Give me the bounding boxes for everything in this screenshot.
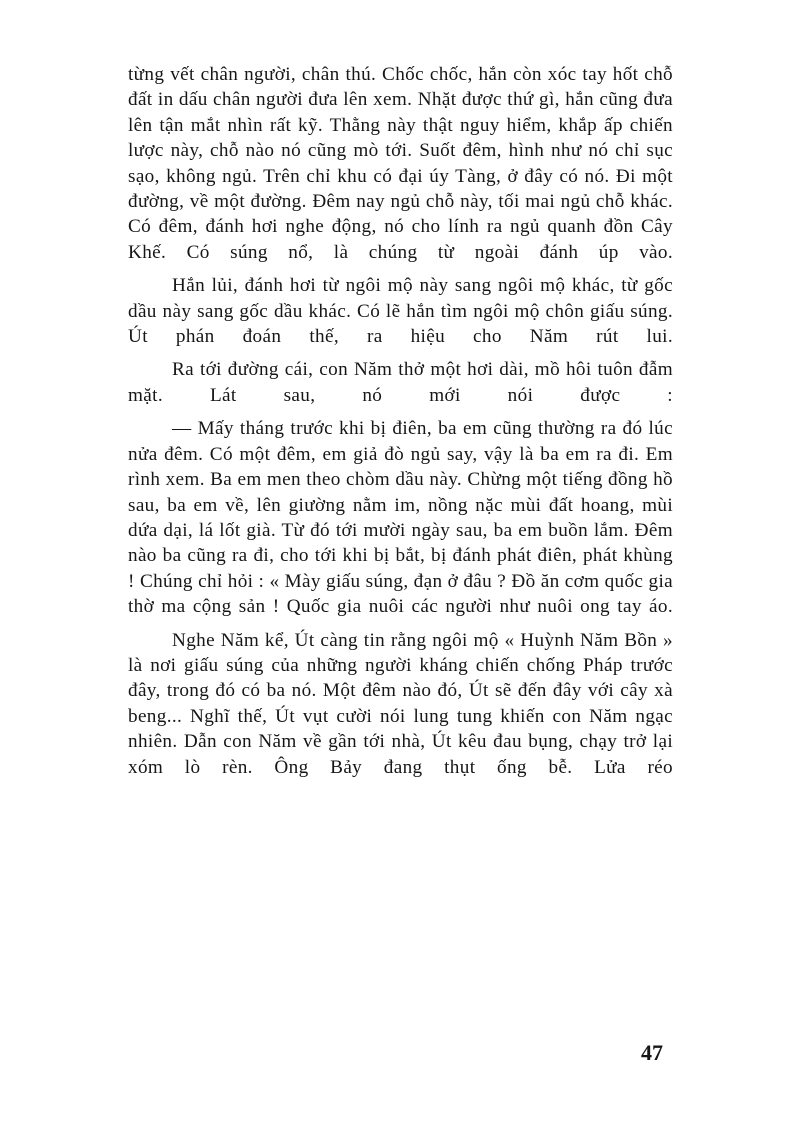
paragraph-2: Hắn lủi, đánh hơi từ ngôi mộ này sang ngôi mộ khác, từ gốc dầu này sang gốc dầu khác. Có lẽ hắn tìm ngôi mộ chôn giấu súng. Út phán đoán thế, ra hiệu cho Năm rút lui. (128, 275, 673, 348)
body-text (128, 62, 673, 780)
paragraph-4-dialogue: — Mấy tháng trước khi bị điên, ba em cũng thường ra đó lúc nửa đêm. Có một đêm, em giả đò ngủ say, vậy là ba em ra đi. Em rình xem. Ba em men theo chòm dầu này. Chừng một tiếng đồng hồ sau, ba em về, lên giường nằm im, nồng nặc mùi đất hoang, mùi dứa dại, lá lốt già. Từ đó tới mười ngày sau, ba em buồn lắm. Đêm nào ba cũng ra đi, cho tới khi bị bắt, bị đánh phát điên, phát khùng ! Chúng chỉ hỏi : « Mày giấu súng, đạn ở đâu ? Đồ ăn cơm quốc gia thờ ma cộng sản ! Quốc gia nuôi các người như nuôi ong tay áo. (128, 418, 673, 618)
paragraph-1: từng vết chân người, chân thú. Chốc chốc, hắn còn xóc tay hốt chỗ đất in dấu chân người đưa lên xem. Nhặt được thứ gì, hắn cũng đưa lên tận mắt nhìn rất kỹ. Thằng này thật nguy hiểm, khắp ấp chiến lược này, chỗ nào nó cũng mò tới. Suốt đêm, hình như nó chỉ sục sạo, không ngủ. Trên chỉ khu có đại úy Tàng, ở đây có nó. Đi một đường, về một đường. Đêm nay ngủ chỗ này, tối mai ngủ chỗ khác. Có đêm, đánh hơi nghe động, nó cho lính ra ngủ quanh đồn Cây Khế. Có súng nổ, là chúng từ ngoài đánh úp vào. (128, 64, 673, 263)
page-number: 47 (641, 1040, 663, 1065)
paragraph-3: Ra tới đường cái, con Năm thở một hơi dài, mồ hôi tuôn đẫm mặt. Lát sau, nó mới nói được : (128, 359, 673, 406)
paragraph-5: Nghe Năm kể, Út càng tin rằng ngôi mộ « Huỳnh Năm Bồn » là nơi giấu súng của những người kháng chiến chống Pháp trước đây, trong đó có ba nó. Một đêm nào đó, Út sẽ đến đây với cây xà beng... Nghĩ thế, Út vụt cười nói lung tung khiến con Năm ngạc nhiên. Dẫn con Năm về gần tới nhà, Út kêu đau bụng, chạy trở lại xóm lò rèn. Ông Bảy đang thụt ống bễ. Lửa réo (128, 629, 673, 778)
